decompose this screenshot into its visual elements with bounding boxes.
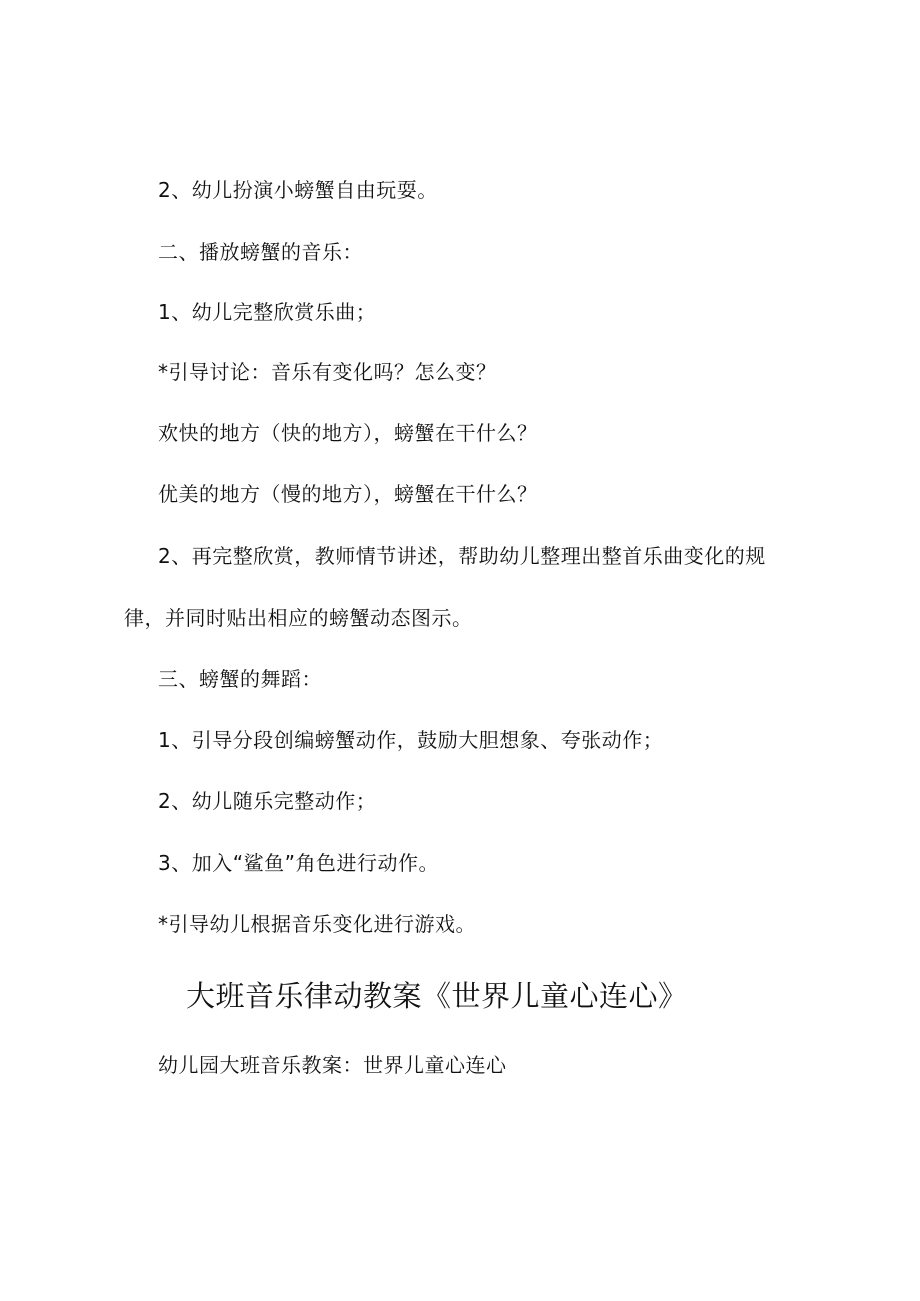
section-heading-2: 二、播放螃蟹的音乐：: [158, 240, 363, 264]
paragraph-discussion-prompt: *引导讨论：音乐有变化吗？怎么变？: [158, 360, 497, 384]
paragraph-step-1-listen: 1、幼儿完整欣赏乐曲；: [158, 300, 377, 324]
paragraph-step-3-shark: 3、加入“鲨鱼”角色进行动作。: [158, 851, 439, 875]
paragraph-step-2-move: 2、幼儿随乐完整动作；: [158, 789, 377, 813]
paragraph-step-2-continuation: 律，并同时贴出相应的螃蟹动态图示。: [124, 606, 473, 630]
lesson-title: 大班音乐律动教案《世界儿童心连心》: [186, 979, 688, 1013]
paragraph-game-prompt: *引导幼儿根据音乐变化进行游戏。: [158, 912, 476, 936]
paragraph-step-1-create: 1、引导分段创编螃蟹动作，鼓励大胆想象、夸张动作；: [158, 728, 664, 752]
paragraph-question-slow: 优美的地方（慢的地方），螃蟹在干什么？: [158, 482, 538, 506]
paragraph-step-2-play: 2、幼儿扮演小螃蟹自由玩耍。: [158, 178, 438, 202]
paragraph-question-fast: 欢快的地方（快的地方），螃蟹在干什么？: [158, 421, 538, 445]
lesson-subtitle: 幼儿园大班音乐教案：世界儿童心连心: [158, 1053, 507, 1077]
paragraph-step-2-listen-again: 2、再完整欣赏，教师情节讲述，帮助幼儿整理出整首乐曲变化的规: [158, 544, 766, 568]
section-heading-3: 三、螃蟹的舞蹈：: [158, 667, 322, 691]
